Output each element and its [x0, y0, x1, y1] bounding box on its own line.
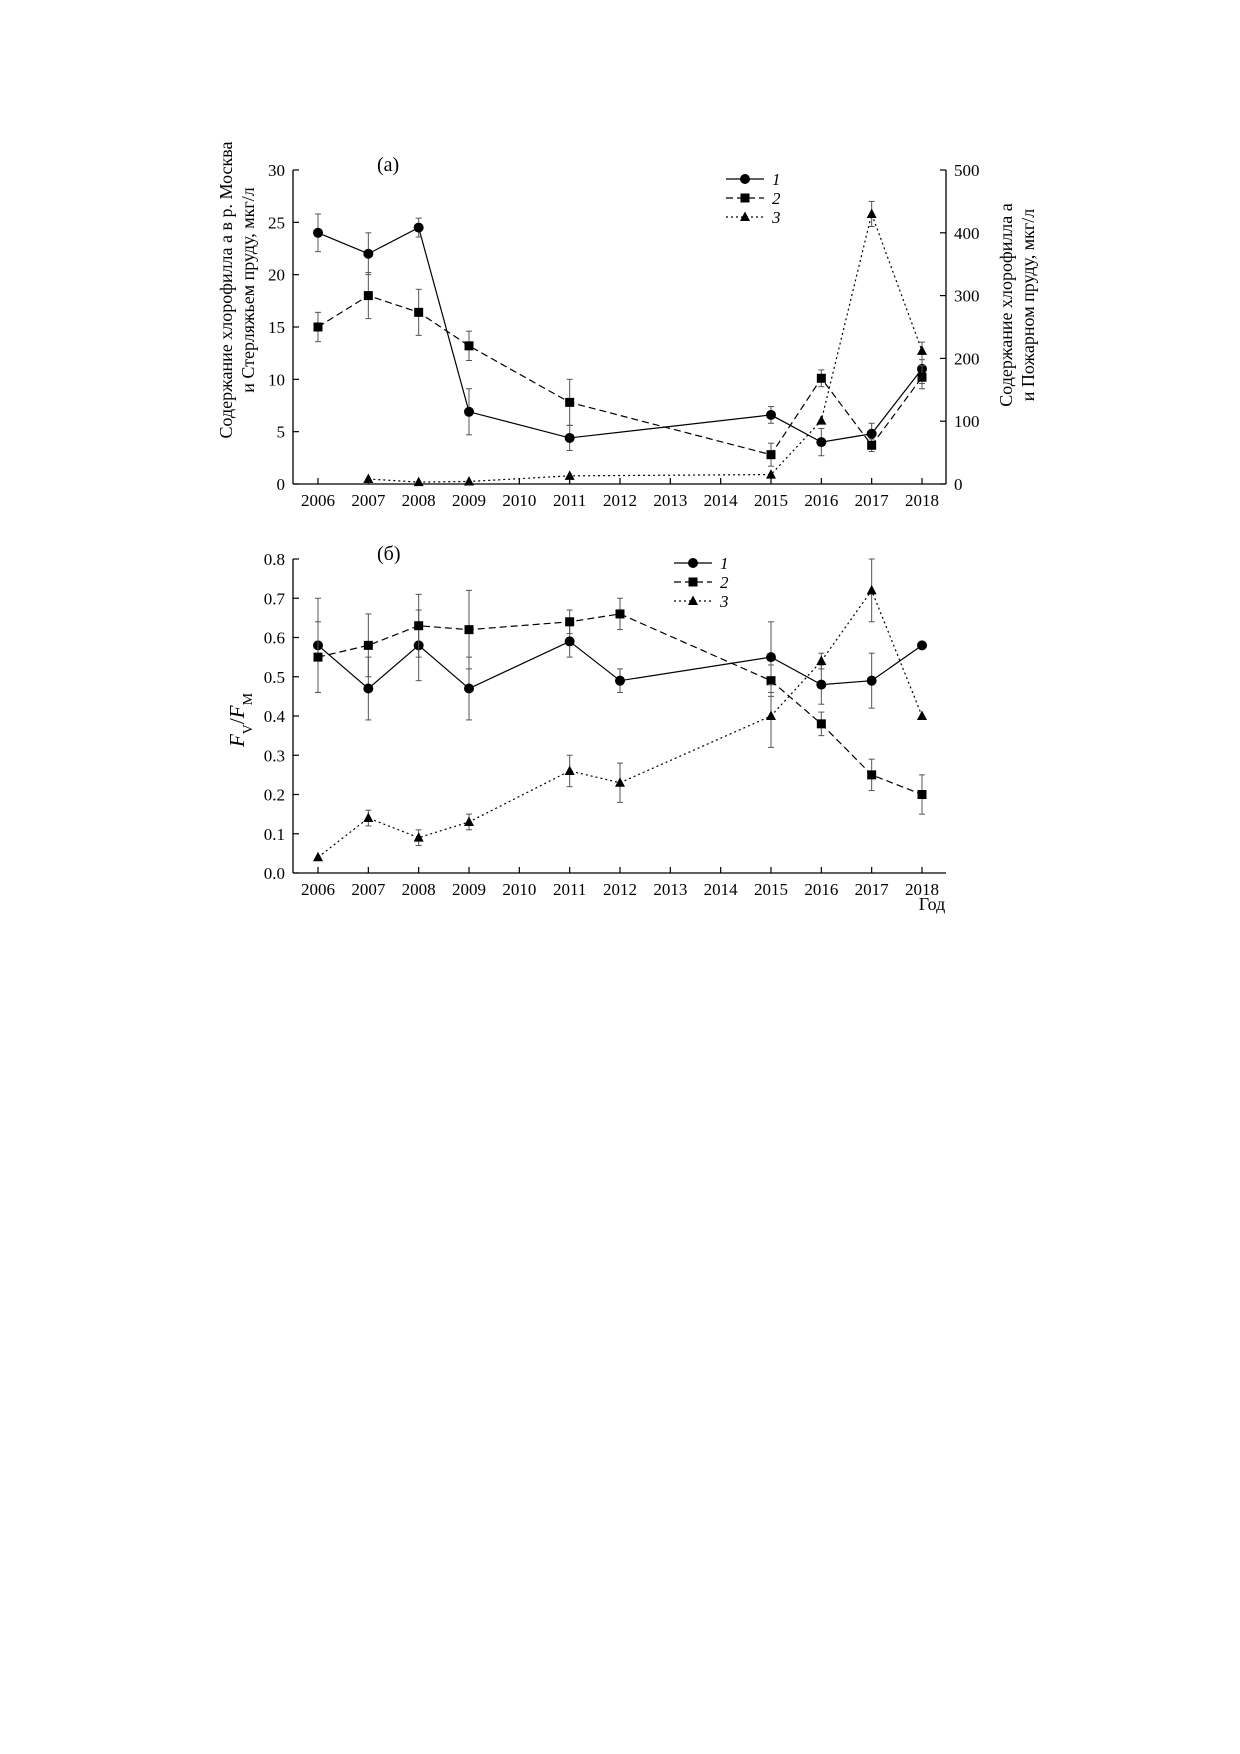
x-tick-label: 2009: [452, 880, 486, 899]
series-1: [313, 214, 927, 456]
data-point: [464, 476, 474, 486]
x-tick-label: 2010: [502, 491, 537, 510]
legend-entry: 2: [772, 189, 781, 208]
data-point: [918, 790, 927, 799]
x-tick-label: 2012: [603, 880, 637, 899]
data-point: [464, 407, 474, 417]
data-point: [313, 228, 323, 238]
x-tick-label: 2008: [401, 880, 436, 899]
chart-a: [216, 141, 1038, 510]
data-point: [314, 653, 323, 662]
data-point: [364, 641, 373, 650]
x-tick-label: 2010: [502, 880, 537, 899]
y-tick-label: 0.1: [263, 824, 285, 844]
data-point: [867, 770, 876, 779]
data-point: [414, 223, 424, 233]
legend-marker: [688, 596, 698, 606]
data-point: [364, 291, 373, 300]
data-point: [917, 711, 927, 721]
data-point: [565, 617, 574, 626]
y2-axis-label-a-line1: Содержание хлорофилла a: [996, 203, 1016, 407]
x-axis-label-b: Год: [918, 894, 946, 914]
series-line: [318, 590, 922, 857]
x-tick-label: 2017: [854, 880, 889, 899]
data-point: [767, 450, 776, 459]
x-tick-label: 2007: [351, 491, 386, 510]
y-tick-label: 20: [268, 265, 285, 285]
data-point: [363, 473, 373, 483]
legend-marker: [740, 174, 750, 184]
legend: [726, 170, 781, 227]
x-tick-label: 2006: [301, 491, 335, 510]
x-tick-label: 2011: [552, 491, 587, 510]
x-tick-label: 2015: [754, 491, 788, 510]
series-line: [318, 228, 922, 443]
legend-entry: 1: [720, 554, 729, 573]
y2-tick-label: 400: [954, 223, 980, 243]
x-tick-label: 2013: [653, 491, 688, 510]
data-point: [867, 208, 877, 218]
data-point: [363, 684, 373, 694]
data-point: [817, 374, 826, 383]
legend-entry: 1: [772, 170, 781, 189]
data-point: [867, 429, 877, 439]
x-tick-label: 2007: [351, 880, 386, 899]
y2-tick-label: 200: [954, 349, 980, 369]
data-point: [766, 410, 776, 420]
data-point: [565, 765, 575, 775]
y-tick-label: 0.7: [263, 589, 285, 609]
data-point: [565, 398, 574, 407]
x-tick-label: 2014: [703, 491, 738, 510]
legend-entry: 3: [772, 208, 781, 227]
legend-entry: 3: [720, 592, 729, 611]
data-point: [767, 676, 776, 685]
data-point: [816, 415, 826, 425]
x-tick-label: 2018: [905, 880, 939, 899]
data-point: [816, 680, 826, 690]
data-point: [465, 625, 474, 634]
x-tick-label: 2013: [653, 880, 688, 899]
chart-b: [225, 543, 946, 914]
y-tick-label: 25: [268, 213, 285, 233]
data-point: [917, 345, 927, 355]
data-point: [464, 816, 474, 826]
y-tick-label: 15: [268, 318, 285, 337]
legend-marker: [740, 212, 750, 222]
data-point: [313, 852, 323, 862]
data-point: [565, 470, 575, 480]
legend-marker: [689, 578, 698, 587]
y2-tick-label: 500: [954, 161, 980, 180]
data-point: [363, 249, 373, 259]
y-tick-label: 0.3: [263, 746, 285, 766]
y-tick-label: 0.5: [263, 667, 285, 687]
data-point: [766, 469, 776, 479]
y-axis-label-b: $F_V/F_M$: [225, 692, 256, 748]
y2-tick-label: 300: [954, 286, 980, 306]
data-point: [414, 621, 423, 630]
data-point: [465, 341, 474, 350]
y-tick-label: 0.0: [263, 864, 285, 883]
data-point: [917, 640, 927, 650]
x-tick-label: 2018: [905, 491, 939, 510]
data-point: [565, 433, 575, 443]
y-tick-label: 0: [276, 475, 285, 494]
y-axis-label-a-line2: и Стерляжьем пруду, мкг/л: [238, 187, 258, 393]
data-point: [464, 684, 474, 694]
data-point: [565, 636, 575, 646]
panel-label-a: (а): [377, 154, 400, 176]
data-point: [867, 676, 877, 686]
data-point: [414, 308, 423, 317]
legend-entry: 2: [720, 573, 729, 592]
legend-marker: [741, 194, 750, 203]
y-tick-label: 0.4: [263, 707, 285, 726]
data-point: [314, 323, 323, 332]
data-point: [816, 437, 826, 447]
y-tick-label: 0.2: [263, 785, 285, 805]
x-tick-label: 2006: [301, 880, 335, 899]
x-tick-label: 2008: [401, 491, 436, 510]
y-tick-label: 0.8: [263, 550, 285, 569]
y2-tick-label: 100: [954, 412, 980, 432]
y-tick-label: 0.6: [263, 628, 285, 648]
series-3: [363, 201, 927, 486]
y-axis-label-a-line1: Содержание хлорофилла a в р. Москва: [216, 141, 236, 439]
data-point: [616, 609, 625, 618]
series-line: [318, 296, 922, 455]
data-point: [363, 813, 373, 823]
x-tick-label: 2015: [754, 880, 788, 899]
x-tick-label: 2011: [552, 880, 587, 899]
series-2: [314, 273, 927, 467]
legend: [674, 554, 729, 611]
x-tick-label: 2016: [804, 880, 839, 899]
x-tick-label: 2017: [854, 491, 889, 510]
x-tick-label: 2016: [804, 491, 839, 510]
y-tick-label: 10: [268, 370, 285, 390]
data-point: [867, 585, 877, 595]
y-tick-label: 30: [268, 161, 285, 180]
data-point: [817, 719, 826, 728]
data-point: [766, 652, 776, 662]
y-tick-label: 5: [276, 422, 285, 442]
data-point: [867, 441, 876, 450]
y2-axis-label-a-line2: и Пожарном пруду, мкг/л: [1018, 208, 1038, 402]
x-tick-label: 2014: [703, 880, 738, 899]
legend-marker: [688, 558, 698, 568]
y2-tick-label: 0: [954, 475, 963, 494]
panel-label-b: (б): [377, 543, 401, 565]
data-point: [615, 676, 625, 686]
data-point: [918, 373, 927, 382]
x-tick-label: 2009: [452, 491, 486, 510]
x-tick-label: 2012: [603, 491, 637, 510]
